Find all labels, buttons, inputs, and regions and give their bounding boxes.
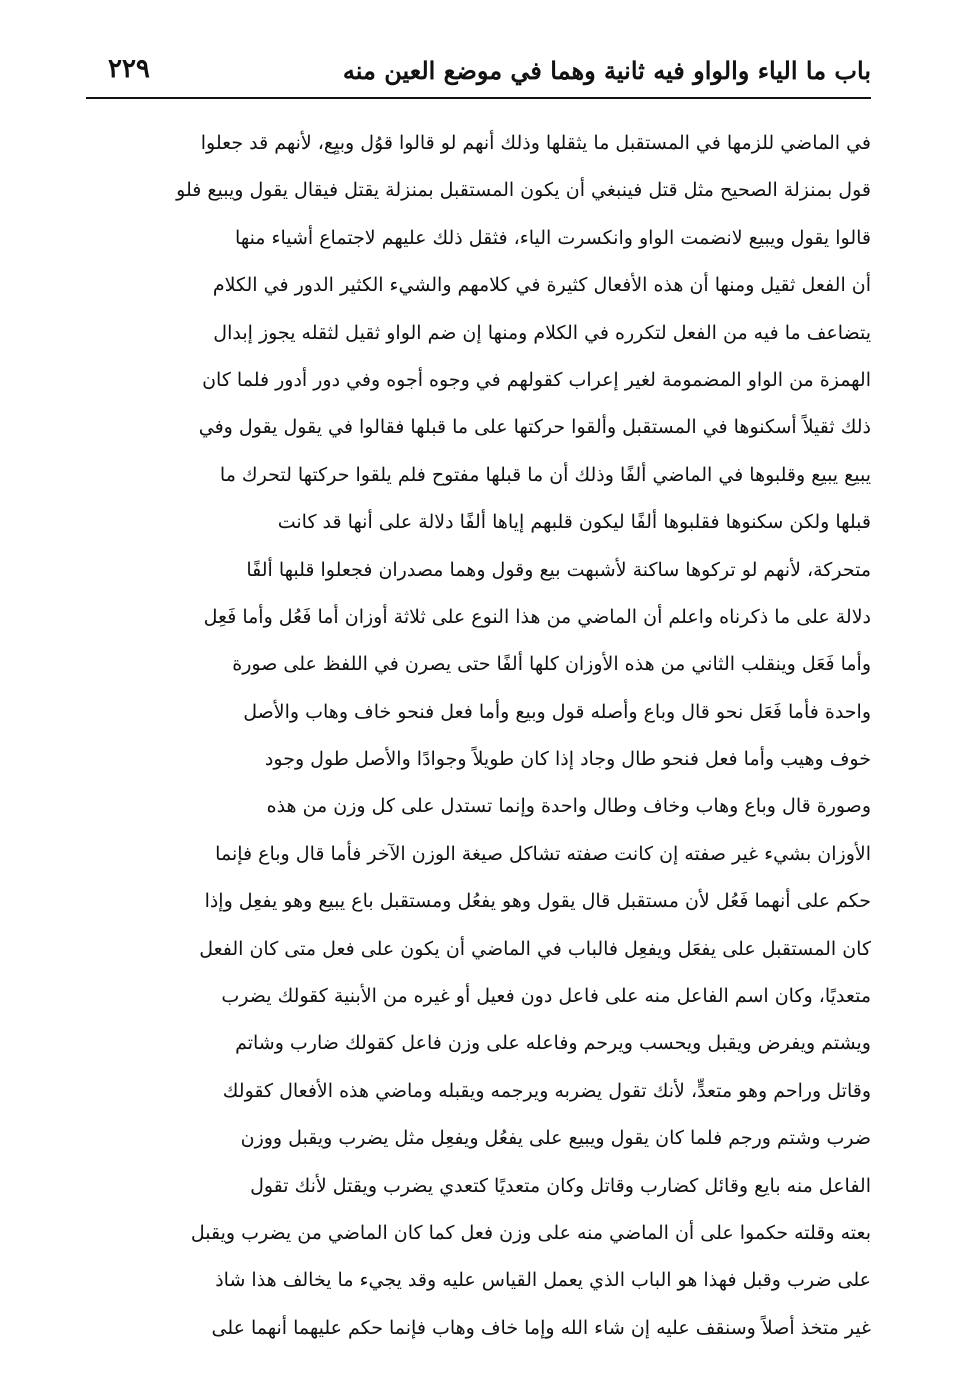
text-line: قبلها ولكن سكنوها فقلبوها ألفًا ليكون قلبهم إياها ألفًا دلالة على أنها قد كانت — [277, 511, 871, 534]
text-line: غير متخذ أصلاً وسنقف عليه إن شاء الله وإما خاف وهاب فإنما حكم عليهما أنهما على — [211, 1316, 871, 1339]
text-line: الفاعل منه بايع وقائل كضارب وقاتل وكان متعديًا كتعدي يضرب ويقتل لأنك تقول — [250, 1174, 871, 1197]
text-line: ضرب وشتم ورجم فلما كان يقول ويبيع على يفعُل ويفعِل مثل يضرب ويقبل ووزن — [240, 1127, 871, 1150]
text-line: متحركة، لأنهم لو تركوها ساكنة لأشبهت بيع وقول وهما مصدران فجعلوا قلبها ألفًا — [246, 558, 871, 581]
text-line: ذلك ثقيلاً أسكنوها في المستقبل وألقوا حركتها على ما قبلها فقالوا في يقول يقول وفي — [198, 416, 871, 439]
text-line: دلالة على ما ذكرناه واعلم أن الماضي من هذا النوع على ثلاثة أوزان أما فَعُل وأما فَعِل — [203, 605, 871, 628]
text-line: قالوا يقول ويبيع لانضمت الواو وانكسرت الياء، فثقل ذلك عليهم لاجتماع أشياء منها — [235, 226, 871, 249]
text-line: وقاتل وراحم وهو متعدٍّ، لأنك تقول يضربه ويرجمه ويقبله وماضي هذه الأفعال كقولك — [222, 1079, 871, 1102]
text-line: في الماضي للزمها في المستقبل ما يثقلها وذلك أنهم لو قالوا قوُل وبيِع، لأنهم قد جعلوا — [200, 132, 871, 154]
text-line: حكم على أنهما فَعُل لأن مستقبل قال يقول وهو يفعُل ومستقبل باع يبيع وهو يفعِل وإذا — [204, 890, 871, 913]
text-line: ويشتم ويفرض ويقبل ويحسب ويرحم وفاعله على وزن فاعل كقولك ضارب وشاتم — [235, 1032, 871, 1055]
text-line: يتضاعف ما فيه من الفعل لتكرره في الكلام ومنها إن ضم الواو ثقيل لثقله يجوز إبدال — [213, 321, 871, 344]
header-rule — [86, 97, 871, 99]
text-line: الأوزان بشيء غير صفته إن كانت صفته تشاكل صيغة الوزن الآخر فأما قال وباع فإنما — [215, 842, 871, 865]
text-line: خوف وهيب وأما فعل فنحو طال وجاد إذا كان طويلاً وجوادًا والأصل طول وجود — [264, 748, 871, 771]
text-line: قول بمنزلة الصحيح مثل قتل فينبغي أن يكون المستقبل بمنزلة يقتل فيقال يقول ويبيع فلو — [176, 179, 871, 202]
text-line: أن الفعل ثقيل ومنها أن هذه الأفعال كثيرة في كلامهم والشيء الكثير الدور في الكلام — [212, 274, 871, 297]
text-line: كان المستقبل على يفعَل ويفعِل فالباب في الماضي أن يكون على فعل متى كان الفعل — [199, 937, 871, 960]
text-line: متعديًا، وكان اسم الفاعل منه على فاعل دون فعيل أو غيره من الأبنية كقولك يضرب — [221, 985, 871, 1008]
text-line: الهمزة من الواو المضمومة لغير إعراب كقولهم في وجوه أجوه وفي دور أدور فلما كان — [202, 368, 871, 391]
text-line: واحدة فأما فَعَل نحو قال وباع وأصله قول وبيع وأما فعل فنحو خاف وهاب والأصل — [243, 700, 871, 723]
text-line: وأما فَعَل وينقلب الثاني من هذه الأوزان كلها ألفًا حتى يصرن في اللفظ على صورة — [232, 653, 871, 676]
text-line: بعته وقلته حكموا على أن الماضي منه على وزن فعل كما كان الماضي من يضرب ويقبل — [190, 1221, 871, 1244]
running-head — [86, 44, 871, 94]
text-line: وصورة قال وباع وهاب وخاف وطال واحدة وإنما تستدل على كل وزن من هذه — [266, 795, 871, 818]
text-line: يبيع يبيع وقلبوها في الماضي ألفًا وذلك أن ما قبلها مفتوح فلم يلقوا حركتها لتحرك ما — [219, 463, 871, 486]
body-text — [86, 120, 871, 1352]
running-title: باب ما الياء والواو فيه ثانية وهما في موضع العين منه — [342, 56, 871, 85]
text-line: على ضرب وقبل فهذا هو الباب الذي يعمل القياس عليه وقد يجيء ما يخالف هذا شاذ — [215, 1269, 871, 1292]
page-number: ٢٢٩ — [108, 54, 150, 84]
